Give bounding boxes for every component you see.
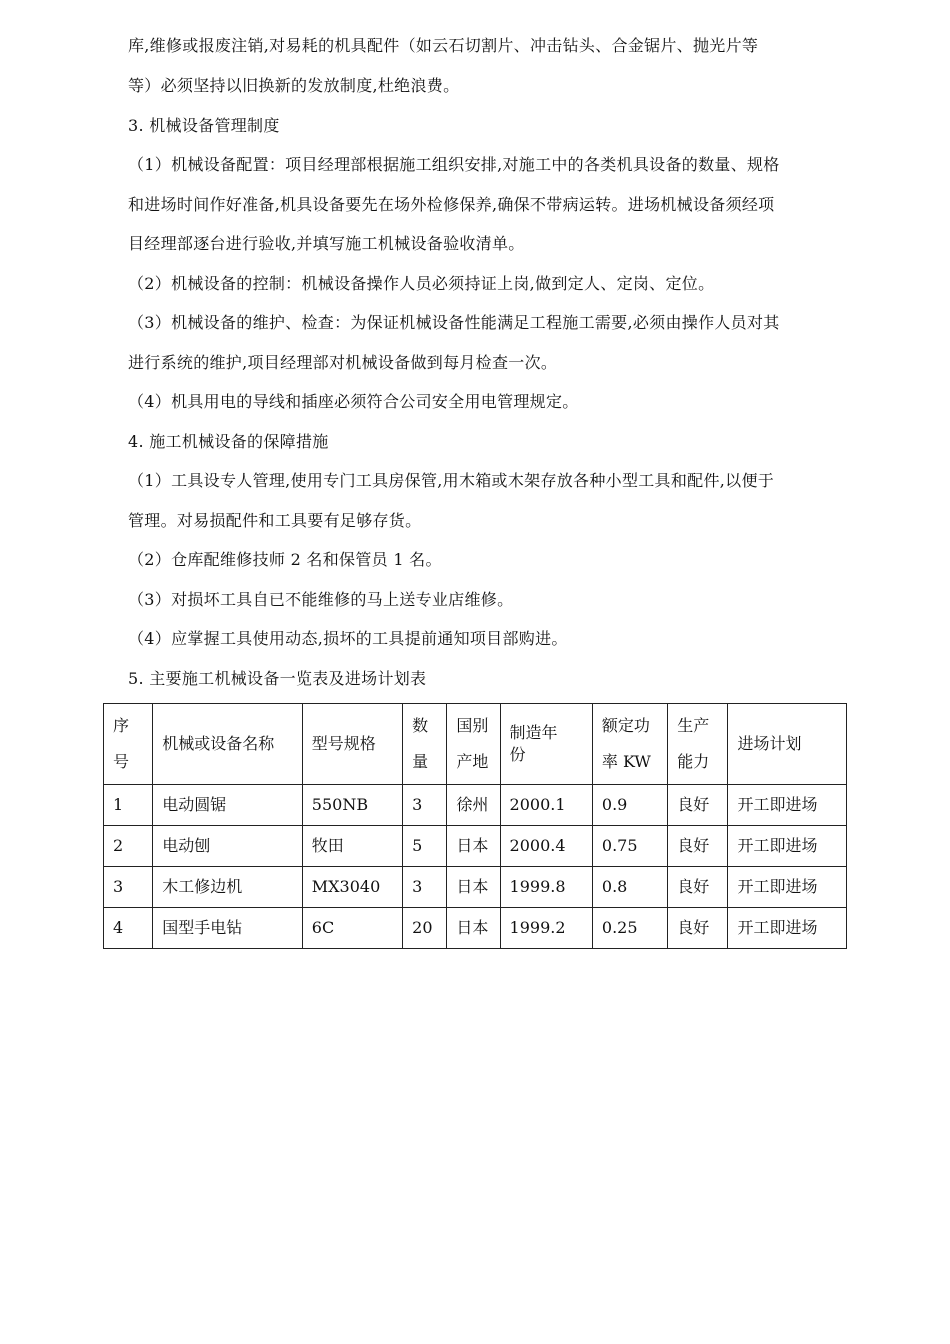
cell-power: 0.9 — [592, 785, 667, 826]
paragraph-line: 库,维修或报废注销,对易耗的机具配件（如云石切割片、冲击钻头、合金锯片、抛光片等 — [128, 36, 759, 55]
table-row — [104, 826, 847, 867]
paragraph-line: 进行系统的维护,项目经理部对机械设备做到每月检查一次。 — [128, 353, 558, 372]
equipment-table — [103, 703, 847, 949]
header-seq: 序 号 — [104, 704, 153, 785]
cell-model: 550NB — [302, 785, 402, 826]
paragraph-line: （2）仓库配维修技师 2 名和保管员 1 名。 — [128, 550, 442, 569]
paragraph-line: （3）机械设备的维护、检查：为保证机械设备性能满足工程施工需要,必须由操作人员对其 — [128, 313, 780, 332]
cell-year: 1999.2 — [500, 908, 592, 949]
cell-plan: 开工即进场 — [728, 785, 847, 826]
cell-qty: 5 — [403, 826, 447, 867]
cell-plan: 开工即进场 — [728, 867, 847, 908]
table-row — [104, 908, 847, 949]
table-header-row — [104, 704, 847, 785]
header-year: 制造年 份 — [500, 704, 592, 785]
header-plan: 进场计划 — [728, 704, 847, 785]
cell-seq: 4 — [104, 908, 153, 949]
cell-plan: 开工即进场 — [728, 826, 847, 867]
section-heading: 3. 机械设备管理制度 — [128, 116, 280, 135]
section-heading: 5. 主要施工机械设备一览表及进场计划表 — [128, 669, 427, 688]
cell-qty: 3 — [403, 867, 447, 908]
cell-model: 6C — [302, 908, 402, 949]
paragraph-line: 和进场时间作好准备,机具设备要先在场外检修保养,确保不带病运转。进场机械设备须经项 — [128, 195, 775, 214]
cell-year: 2000.4 — [500, 826, 592, 867]
paragraph-line: 目经理部逐台进行验收,并填写施工机械设备验收清单。 — [128, 234, 525, 253]
header-capacity: 生产 能力 — [668, 704, 728, 785]
cell-power: 0.8 — [592, 867, 667, 908]
cell-capacity: 良好 — [668, 785, 728, 826]
cell-name: 电动圆锯 — [153, 785, 303, 826]
cell-capacity: 良好 — [668, 908, 728, 949]
cell-model: MX3040 — [302, 867, 402, 908]
cell-origin: 日本 — [447, 826, 500, 867]
table-row — [104, 785, 847, 826]
cell-seq: 2 — [104, 826, 153, 867]
cell-origin: 日本 — [447, 867, 500, 908]
table-row — [104, 867, 847, 908]
section-heading: 4. 施工机械设备的保障措施 — [128, 432, 329, 451]
paragraph-line: （1）工具设专人管理,使用专门工具房保管,用木箱或木架存放各种小型工具和配件,以便于 — [128, 471, 775, 490]
cell-capacity: 良好 — [668, 826, 728, 867]
cell-power: 0.25 — [592, 908, 667, 949]
cell-name: 木工修边机 — [153, 867, 303, 908]
cell-qty: 3 — [403, 785, 447, 826]
cell-qty: 20 — [403, 908, 447, 949]
paragraph-line: （1）机械设备配置：项目经理部根据施工组织安排,对施工中的各类机具设备的数量、规格 — [128, 155, 780, 174]
cell-name: 国型手电钻 — [153, 908, 303, 949]
cell-year: 2000.1 — [500, 785, 592, 826]
cell-plan: 开工即进场 — [728, 908, 847, 949]
cell-year: 1999.8 — [500, 867, 592, 908]
header-model: 型号规格 — [302, 704, 402, 785]
header-power: 额定功 率 KW — [592, 704, 667, 785]
cell-power: 0.75 — [592, 826, 667, 867]
cell-model: 牧田 — [302, 826, 402, 867]
header-name: 机械或设备名称 — [153, 704, 303, 785]
cell-seq: 1 — [104, 785, 153, 826]
paragraph-line: （2）机械设备的控制：机械设备操作人员必须持证上岗,做到定人、定岗、定位。 — [128, 274, 715, 293]
cell-origin: 日本 — [447, 908, 500, 949]
paragraph-line: （4）应掌握工具使用动态,损坏的工具提前通知项目部购进。 — [128, 629, 568, 648]
paragraph-line: （3）对损坏工具自已不能维修的马上送专业店维修。 — [128, 590, 514, 609]
cell-name: 电动刨 — [153, 826, 303, 867]
cell-capacity: 良好 — [668, 867, 728, 908]
header-qty: 数 量 — [403, 704, 447, 785]
header-origin: 国别 产地 — [447, 704, 500, 785]
paragraph-line: （4）机具用电的导线和插座必须符合公司安全用电管理规定。 — [128, 392, 579, 411]
paragraph-line: 等）必须坚持以旧换新的发放制度,杜绝浪费。 — [128, 76, 460, 95]
cell-seq: 3 — [104, 867, 153, 908]
paragraph-line: 管理。对易损配件和工具要有足够存货。 — [128, 511, 422, 530]
cell-origin: 徐州 — [447, 785, 500, 826]
